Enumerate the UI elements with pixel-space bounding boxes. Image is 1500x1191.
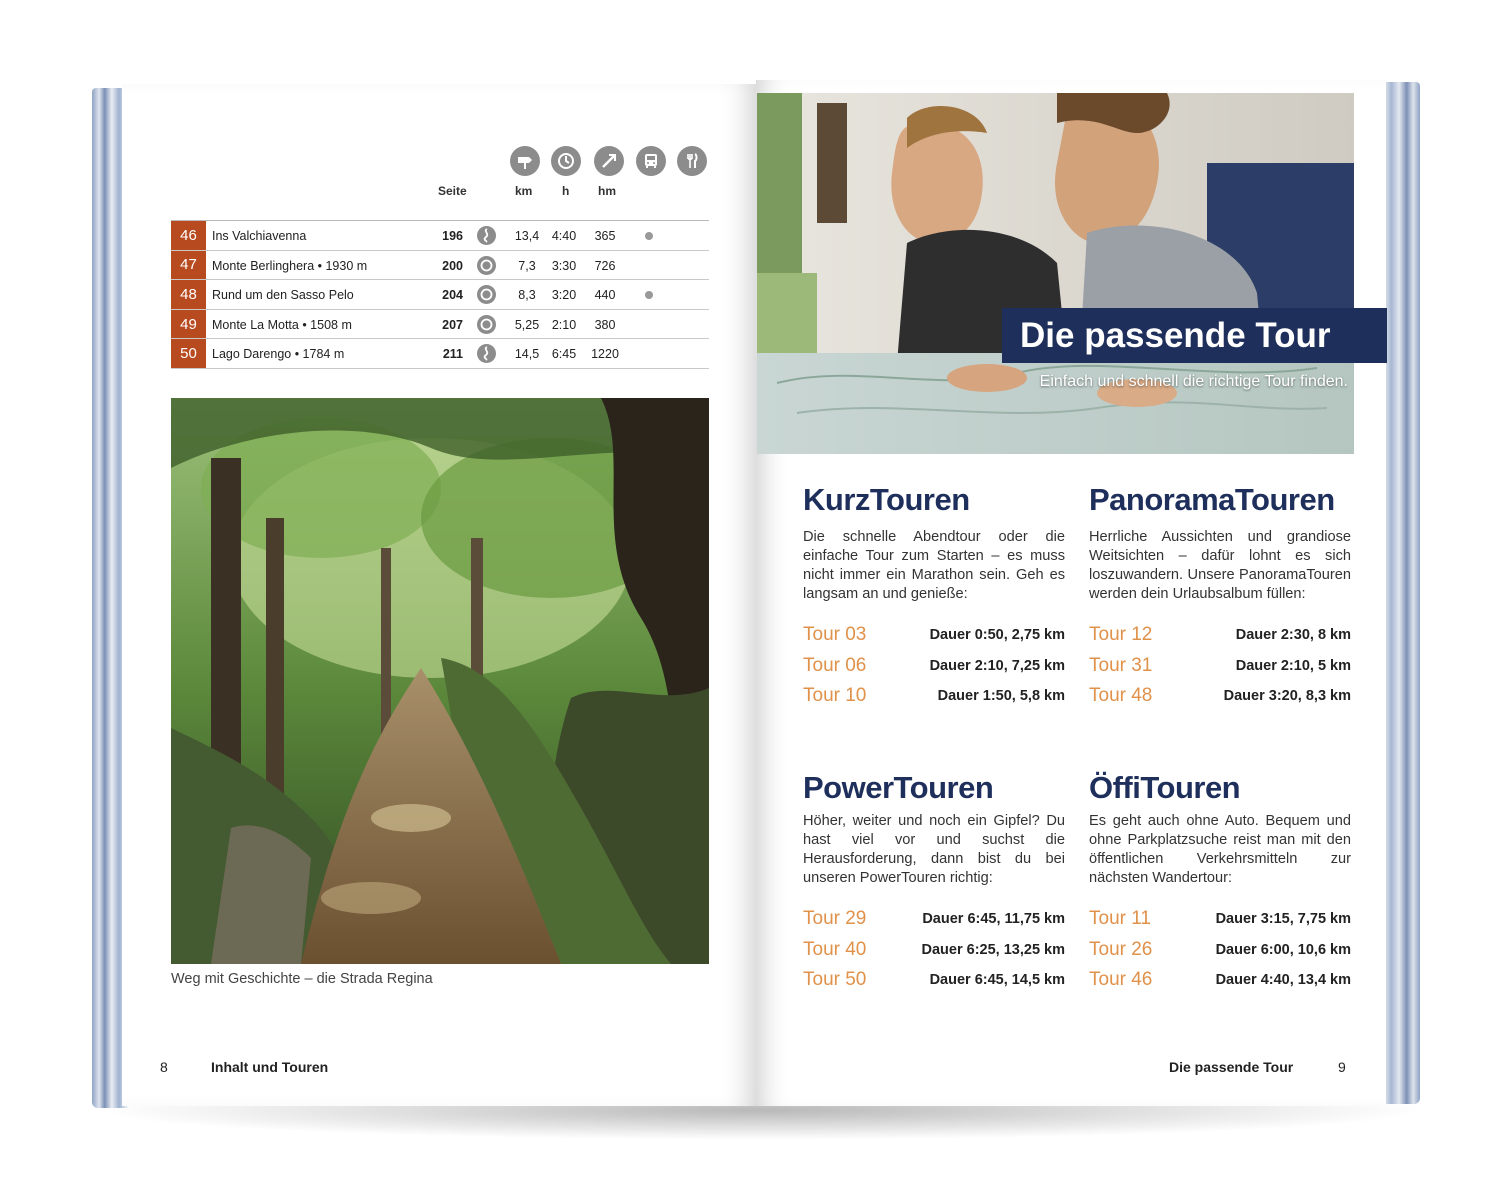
tour-link[interactable]: Tour 48 [1089, 685, 1153, 706]
category-tour-list [1089, 908, 1351, 1000]
loop-route-icon [477, 285, 496, 304]
tour-link[interactable]: Tour 26 [1089, 938, 1153, 960]
list-item[interactable] [803, 624, 1065, 655]
list-item[interactable] [1089, 624, 1351, 655]
running-title-left: Inhalt und Touren [211, 1059, 329, 1075]
category-powertouren [803, 770, 1065, 1000]
category-description: Die schnelle Abendtour oder die einfache Tour zum Starten – es muss nicht immer ein Marathon sein. Geh es langsam an und genieße: [803, 529, 1065, 602]
tour-link[interactable]: Tour 40 [803, 938, 867, 960]
tour-duration: 3:20 [551, 288, 577, 303]
tour-km: 14,5 [514, 347, 540, 362]
tour-name: Monte Berlinghera • 1930 m [212, 258, 368, 273]
tour-number: 50 [171, 339, 206, 368]
hikers-photo [757, 93, 1354, 454]
table-row[interactable] [171, 280, 709, 310]
category-panoramatouren [1089, 482, 1351, 716]
forest-path-photo [171, 398, 709, 964]
page-number-right: 9 [1338, 1059, 1346, 1075]
category-tour-list [1089, 624, 1351, 716]
category-kurztouren [803, 482, 1065, 716]
table-row[interactable] [171, 310, 709, 340]
tour-number: 46 [171, 221, 206, 250]
tour-number: 49 [171, 310, 206, 339]
running-title-right: Die passende Tour [1169, 1059, 1294, 1075]
tour-elevation: 1220 [591, 347, 619, 362]
tour-info: Dauer 3:20, 8,3 km [1223, 688, 1351, 704]
tour-page: 196 [442, 229, 463, 243]
tour-info: Dauer 0:50, 2,75 km [929, 627, 1065, 643]
list-item[interactable] [803, 685, 1065, 716]
table-row[interactable] [171, 221, 709, 251]
category-tour-list [803, 624, 1065, 716]
tour-km: 7,3 [518, 258, 536, 273]
tour-info: Dauer 6:00, 10,6 km [1215, 941, 1351, 958]
table-row[interactable] [171, 251, 709, 281]
tour-name: Lago Darengo • 1784 m [212, 347, 345, 362]
tour-link[interactable]: Tour 06 [803, 654, 867, 676]
tour-link[interactable]: Tour 10 [803, 685, 867, 706]
tour-link[interactable]: Tour 12 [1089, 624, 1153, 645]
tour-name: Ins Valchiavenna [212, 229, 307, 243]
page-subtitle: Einfach und schnell die richtige Tour finden. [1039, 373, 1348, 390]
page-title: Die passende Tour [1002, 308, 1387, 363]
tour-km: 5,25 [514, 317, 540, 332]
list-item[interactable] [1089, 655, 1351, 686]
list-item[interactable] [803, 969, 1065, 1000]
tour-info: Dauer 6:45, 14,5 km [929, 972, 1065, 988]
bus-icon [636, 146, 666, 176]
tour-km: 13,4 [514, 229, 540, 243]
tour-name: Rund um den Sasso Pelo [212, 288, 354, 303]
tour-info: Dauer 3:15, 7,75 km [1215, 911, 1351, 927]
list-item[interactable] [803, 908, 1065, 939]
tour-page: 204 [442, 288, 463, 303]
loop-route-icon [477, 315, 496, 334]
column-header-hours: h [562, 184, 570, 198]
tour-info: Dauer 6:25, 13,25 km [921, 941, 1065, 958]
tour-name: Monte La Motta • 1508 m [212, 317, 352, 332]
tour-duration: 2:10 [551, 317, 577, 332]
tour-link[interactable]: Tour 46 [1089, 969, 1153, 990]
tour-info: Dauer 6:45, 11,75 km [922, 911, 1065, 927]
tour-km: 8,3 [518, 288, 536, 303]
page-number-left: 8 [160, 1059, 168, 1075]
tour-link[interactable]: Tour 11 [1089, 908, 1151, 929]
category-description: Es geht auch ohne Auto. Bequem und ohne Parkplatzsuche reist man mit den öffentlichen Verkehrsmitteln zur nächsten Wandertour: [1089, 813, 1351, 886]
tour-info: Dauer 2:30, 8 km [1235, 627, 1351, 643]
category-tour-list [803, 908, 1065, 1000]
column-header-elevation: hm [598, 184, 616, 198]
list-item[interactable] [803, 655, 1065, 686]
list-item[interactable] [1089, 908, 1351, 939]
category-title: KurzTouren [803, 482, 970, 517]
category-description: Herrliche Aussichten und grandiose Weitsichten – dafür lohnt es sich loszuwandern. Unsere PanoramaTouren werden dein Urlaubsalbum füllen: [1089, 529, 1351, 602]
tour-elevation: 726 [594, 258, 616, 273]
tour-elevation: 440 [594, 288, 616, 303]
list-item[interactable] [1089, 939, 1351, 970]
loop-route-icon [477, 256, 496, 275]
category-title: ÖffiTouren [1089, 770, 1241, 805]
tour-page: 200 [442, 258, 463, 273]
tour-link[interactable]: Tour 50 [803, 969, 867, 990]
category-title: PanoramaTouren [1089, 482, 1335, 517]
column-header-page: Seite [438, 184, 467, 198]
list-item[interactable] [1089, 685, 1351, 716]
category-oeffitouren [1089, 770, 1351, 1000]
photo-caption: Weg mit Geschichte – die Strada Regina [171, 971, 433, 987]
tour-info: Dauer 2:10, 5 km [1235, 657, 1351, 674]
tour-link[interactable]: Tour 29 [803, 908, 867, 929]
book-edge-right [1382, 82, 1420, 1104]
tour-elevation: 365 [594, 229, 616, 243]
table-row[interactable] [171, 339, 709, 369]
tour-duration: 6:45 [551, 347, 577, 362]
tour-info: Dauer 4:40, 13,4 km [1215, 972, 1351, 988]
tour-link[interactable]: Tour 31 [1089, 654, 1153, 676]
tour-page: 207 [442, 317, 463, 332]
tour-page: 211 [442, 347, 463, 362]
column-header-km: km [515, 184, 533, 198]
list-item[interactable] [1089, 969, 1351, 1000]
tour-duration: 3:30 [551, 258, 577, 273]
tour-table [171, 220, 709, 369]
tour-number: 47 [171, 251, 206, 280]
list-item[interactable] [803, 939, 1065, 970]
bus-marker-icon [645, 232, 653, 240]
tour-link[interactable]: Tour 03 [803, 624, 867, 645]
restaurant-icon [677, 146, 707, 176]
category-description: Höher, weiter und noch ein Gipfel? Du hast viel vor und suchst die Herausforderung, dann bist du bei unseren PowerTouren richtig: [803, 813, 1065, 886]
tour-info: Dauer 1:50, 5,8 km [937, 688, 1065, 704]
clock-icon [551, 146, 581, 176]
tour-info: Dauer 2:10, 7,25 km [929, 657, 1065, 674]
category-title: PowerTouren [803, 770, 994, 805]
one-way-route-icon [477, 344, 496, 363]
elevation-icon [594, 146, 624, 176]
tour-number: 48 [171, 280, 206, 309]
signpost-icon [510, 146, 540, 176]
tour-duration: 4:40 [551, 229, 577, 243]
bus-marker-icon [645, 291, 653, 299]
tour-elevation: 380 [594, 317, 616, 332]
one-way-route-icon [477, 226, 496, 245]
